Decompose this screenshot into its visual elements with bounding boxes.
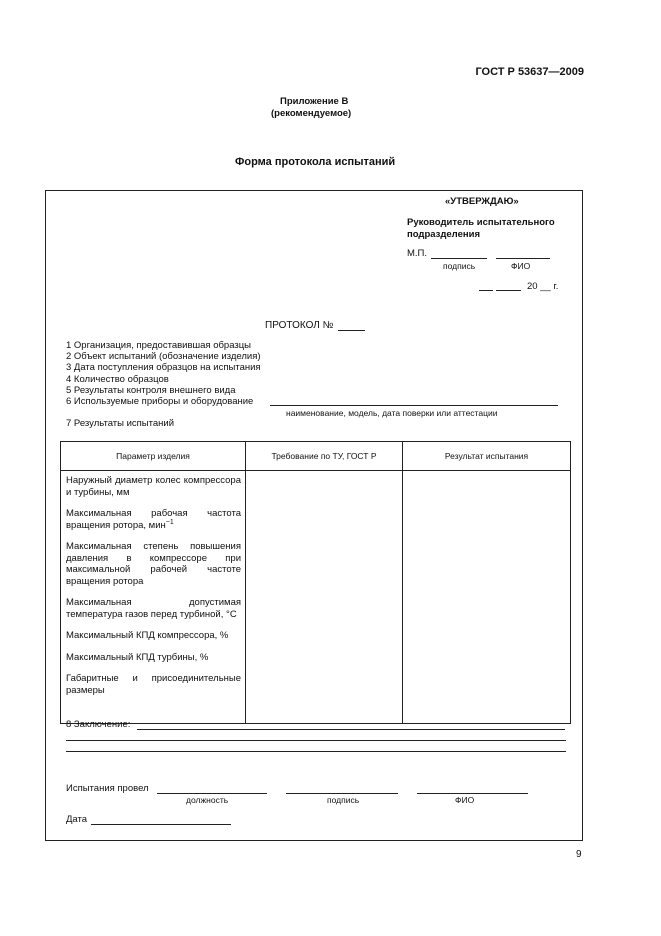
protocol-number-line bbox=[338, 330, 365, 331]
result-cell[interactable] bbox=[403, 471, 571, 724]
tester-signature-caption: подпись bbox=[327, 795, 360, 805]
test-results-table bbox=[60, 441, 571, 724]
header-requirement: Требование по ТУ, ГОСТ Р bbox=[246, 442, 403, 471]
seal-label: М.П. bbox=[407, 248, 428, 259]
tester-fio-line[interactable] bbox=[417, 793, 528, 794]
requirement-cell[interactable] bbox=[246, 471, 403, 724]
param-turbine-efficiency: Максимальный КПД турбины, % bbox=[66, 651, 209, 663]
item-object: 2 Объект испытаний (обозначение изделия) bbox=[66, 351, 261, 363]
conclusion-line-3[interactable] bbox=[66, 751, 566, 752]
form-title: Форма протокола испытаний bbox=[235, 156, 396, 168]
item-organization: 1 Организация, предоставившая образцы bbox=[66, 340, 252, 351]
signature-caption: подпись bbox=[443, 261, 476, 271]
param-gas-temperature: Максимальная допустимая температура газов перед турбиной, °С bbox=[66, 597, 241, 620]
head-title-line2: подразделения bbox=[407, 229, 480, 240]
conclusion-line-1[interactable] bbox=[137, 729, 565, 730]
tester-fio-caption: ФИО bbox=[455, 795, 475, 805]
page-number: 9 bbox=[576, 849, 582, 860]
date-label: Дата bbox=[66, 814, 88, 825]
position-line[interactable] bbox=[157, 793, 267, 794]
signature-line bbox=[431, 258, 487, 259]
item-sample-count: 4 Количество образцов bbox=[66, 373, 169, 385]
param-dimensions: Габаритные и присоединительные размеры bbox=[66, 673, 241, 696]
param-compressor-efficiency: Максимальный КПД компрессора, % bbox=[66, 630, 229, 641]
header-result: Результат испытания bbox=[403, 442, 571, 471]
item-test-results: 7 Результаты испытаний bbox=[66, 418, 175, 429]
protocol-label: ПРОТОКОЛ № bbox=[265, 320, 334, 331]
date-line[interactable] bbox=[91, 824, 231, 825]
date-day-line bbox=[479, 290, 493, 291]
head-title-line1: Руководитель испытательного bbox=[407, 217, 555, 228]
standard-number: ГОСТ Р 53637—2009 bbox=[475, 66, 584, 78]
position-caption: должность bbox=[186, 795, 229, 805]
approval-date: 20 __ г. bbox=[527, 281, 559, 292]
appendix-subtitle: (рекомендуемое) bbox=[271, 108, 352, 119]
equipment-line bbox=[270, 405, 558, 406]
conclusion-line-2[interactable] bbox=[66, 740, 566, 741]
header-parameter: Параметр изделия bbox=[61, 442, 246, 471]
param-pressure-ratio: Максимальная степень повышения давления в компрессоре при максимальной рабочей частоте вращения ротора bbox=[66, 541, 241, 587]
approval-label: «УТВЕРЖДАЮ» bbox=[445, 196, 519, 207]
appendix-title: Приложение В bbox=[280, 96, 349, 107]
equipment-caption: наименование, модель, дата поверки или аттестации bbox=[286, 408, 498, 418]
fio-line bbox=[496, 258, 550, 259]
tested-by-label: Испытания провел bbox=[66, 783, 149, 794]
item-visual-inspection: 5 Результаты контроля внешнего вида bbox=[66, 384, 236, 396]
protocol-items bbox=[66, 340, 261, 407]
param-rotor-speed: Максимальная рабочая частота вращения ротора, мин$^{-1}$ bbox=[66, 508, 241, 531]
date-month-line bbox=[496, 290, 521, 291]
fio-caption: ФИО bbox=[511, 261, 531, 271]
param-wheel-diameter: Наружный диаметр колес компрессора и турбины, мм bbox=[66, 475, 241, 498]
item-receipt-date: 3 Дата поступления образцов на испытания bbox=[66, 362, 261, 374]
unit-superscript: −1 bbox=[165, 518, 174, 526]
parameter-cell bbox=[61, 471, 246, 724]
tester-signature-line[interactable] bbox=[286, 793, 398, 794]
conclusion-label: 8 Заключение: bbox=[66, 719, 131, 730]
item-equipment: 6 Используемые приборы и оборудование bbox=[66, 396, 254, 408]
